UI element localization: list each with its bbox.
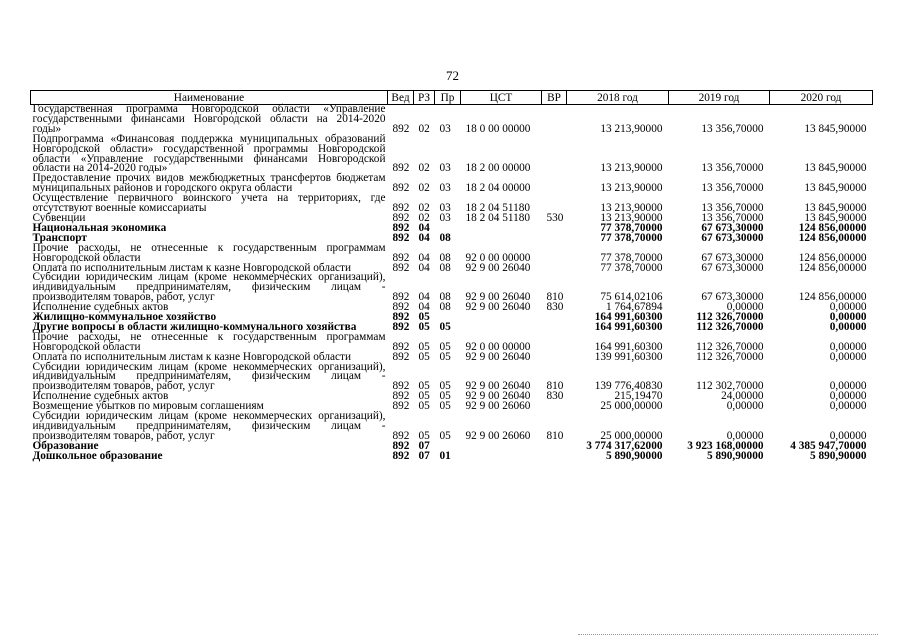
row-2019: 13 356,70000 (701, 122, 764, 135)
row-ved: 892 (392, 429, 410, 442)
row-name: Прочие расходы, не отнесенные к государственным программам Новгородской области (32, 330, 386, 353)
row-cst: 92 9 00 26040 (465, 380, 531, 393)
row-cst: 18 2 04 51180 (465, 211, 531, 224)
row-2020: 0,00000 (829, 350, 867, 363)
row-vr (542, 224, 567, 234)
row-2020: 0,00000 (829, 429, 867, 442)
row-2020: 13 845,90000 (804, 182, 867, 195)
row-name: Субсидии юридическим лицам (кроме некоммерческих организаций), индивидуальным предпринимателям, физическим лицам - производителям товаров, работ, услуг (32, 271, 386, 304)
row-pr: 05 (439, 400, 451, 413)
row-2018: 139 991,60300 (594, 350, 663, 363)
row-cst: 92 9 00 26040 (465, 390, 531, 403)
row-rz: 05 (418, 350, 430, 363)
row-2019: 13 356,70000 (701, 162, 764, 175)
row-name: Подпрограмма «Финансовая поддержка муниципальных образований Новгородской области» государственной программы Новгородской области «Управление государственными финансами Новгородской области на 2014-2020 годы» (32, 132, 386, 175)
row-pr: 03 (439, 211, 451, 224)
row-pr: 05 (439, 380, 451, 393)
row-rz: 05 (418, 320, 430, 333)
row-rz: 04 (418, 261, 430, 274)
row-rz: 07 (418, 449, 430, 462)
header-2019: 2019 год (669, 91, 770, 105)
table-row (31, 452, 873, 462)
row-cst (461, 442, 542, 452)
table-row (31, 412, 873, 442)
row-ved: 892 (392, 340, 410, 353)
row-name: Транспорт (32, 231, 87, 244)
table-body (31, 105, 873, 462)
row-vr (542, 234, 567, 244)
row-vr: 830 (546, 301, 564, 314)
row-vr (542, 323, 567, 333)
row-name: Национальная экономика (32, 221, 167, 234)
row-2019: 0,00000 (726, 301, 764, 314)
row-vr (542, 353, 567, 363)
row-ved: 892 (392, 202, 410, 215)
row-vr (542, 244, 567, 264)
row-name: Исполнение судебных актов (32, 301, 169, 314)
row-2018: 1 764,67894 (606, 301, 663, 314)
header-2018: 2018 год (567, 91, 669, 105)
row-2018: 215,19470 (614, 390, 663, 403)
header-rz: РЗ (414, 91, 435, 105)
row-ved: 892 (392, 439, 410, 452)
row-cst: 92 0 00 00000 (465, 340, 531, 353)
row-name: Оплата по исполнительным листам к казне Новгородской области (32, 261, 351, 274)
row-vr (542, 264, 567, 274)
row-cst: 92 9 00 26040 (465, 291, 531, 304)
row-cst: 92 9 00 26060 (465, 400, 531, 413)
row-cst (461, 224, 542, 234)
row-2020: 4 385 947,70000 (790, 439, 867, 452)
row-cst: 18 2 04 00000 (465, 182, 531, 195)
row-2018: 75 614,02106 (600, 291, 663, 304)
row-vr (542, 194, 567, 214)
row-2019: 0,00000 (726, 400, 764, 413)
row-ved: 892 (392, 162, 410, 175)
row-2020: 0,00000 (829, 380, 867, 393)
row-2018: 13 213,90000 (600, 211, 663, 224)
row-2019: 13 356,70000 (701, 211, 764, 224)
row-name: Дошкольное образование (32, 449, 163, 462)
row-2020: 124 856,00000 (798, 221, 867, 234)
row-vr: 810 (546, 429, 564, 442)
row-ved: 892 (392, 211, 410, 224)
row-pr: 03 (439, 162, 451, 175)
row-ved: 892 (392, 261, 410, 274)
row-vr (542, 333, 567, 353)
row-cst: 92 9 00 26040 (465, 301, 531, 314)
row-2019: 112 302,70000 (696, 380, 764, 393)
row-name: Осуществление первичного воинского учета на территориях, где отсутствуют военные комиссариаты (32, 192, 386, 215)
row-pr: 08 (439, 251, 451, 264)
row-vr (542, 442, 567, 452)
row-ved: 892 (392, 320, 410, 333)
row-name: Субсидии юридическим лицам (кроме некоммерческих организаций), индивидуальным предпринимателям, физическим лицам - производителям товаров, работ, услуг (32, 360, 386, 393)
row-name: Возмещение убытков по мировым соглашениям (32, 400, 264, 413)
table-row (31, 333, 873, 353)
row-cst: 92 0 00 00000 (465, 251, 531, 264)
row-2018: 25 000,00000 (600, 400, 663, 413)
row-2019: 112 326,70000 (696, 311, 764, 324)
row-vr (542, 174, 567, 194)
row-cst (461, 234, 542, 244)
row-ved: 892 (392, 122, 410, 135)
row-name: Субвенции (32, 211, 86, 224)
page-number: 72 (446, 68, 459, 83)
row-vr: 530 (546, 211, 564, 224)
row-rz: 04 (418, 291, 430, 304)
row-pr: 05 (439, 340, 451, 353)
row-2019: 112 326,70000 (696, 340, 764, 353)
row-ved: 892 (392, 380, 410, 393)
row-vr (542, 135, 567, 175)
row-ved: 892 (392, 251, 410, 264)
row-2020: 124 856,00000 (798, 251, 867, 264)
row-name: Государственная программа Новгородской области «Управление государственными финансами Новгородской области на 2014-2020 годы» (32, 103, 386, 135)
row-pr: 03 (439, 122, 451, 135)
row-name: Исполнение судебных актов (32, 390, 169, 403)
row-name: Оплата по исполнительным листам к казне Новгородской области (32, 350, 351, 363)
row-cst (461, 313, 542, 323)
row-2019: 67 673,30000 (701, 221, 764, 234)
row-2018: 13 213,90000 (600, 202, 663, 215)
row-2018: 164 991,60300 (594, 320, 663, 333)
row-cst: 18 0 00 00000 (465, 122, 531, 135)
row-2018: 25 000,00000 (600, 429, 663, 442)
row-2019: 112 326,70000 (696, 320, 764, 333)
row-vr (542, 313, 567, 323)
row-name: Жилищно-коммунальное хозяйство (32, 311, 217, 324)
row-pr: 01 (439, 449, 451, 462)
row-vr: 830 (546, 390, 564, 403)
row-2020: 124 856,00000 (798, 261, 867, 274)
row-2018: 13 213,90000 (600, 122, 663, 135)
table-row (31, 105, 873, 135)
row-2019: 0,00000 (726, 429, 764, 442)
row-2019: 13 356,70000 (701, 182, 764, 195)
budget-table (30, 90, 873, 462)
row-2020: 124 856,00000 (798, 231, 867, 244)
row-name: Прочие расходы, не отнесенные к государственным программам Новгородской области (32, 241, 386, 264)
row-2018: 77 378,70000 (600, 221, 663, 234)
row-pr: 05 (439, 429, 451, 442)
row-2020: 0,00000 (829, 311, 867, 324)
row-rz: 02 (418, 202, 430, 215)
row-2018: 3 774 317,62000 (586, 439, 663, 452)
row-2019: 24,00000 (721, 390, 764, 403)
row-2019: 67 673,30000 (701, 231, 764, 244)
row-2020: 5 890,90000 (810, 449, 867, 462)
row-2019: 5 890,90000 (707, 449, 764, 462)
row-rz: 05 (418, 390, 430, 403)
row-2020: 0,00000 (829, 400, 867, 413)
header-2020: 2020 год (770, 91, 873, 105)
header-vr: ВР (542, 91, 567, 105)
table-row (31, 135, 873, 175)
row-rz: 05 (418, 429, 430, 442)
row-2019: 67 673,30000 (701, 251, 764, 264)
row-2018: 5 890,90000 (606, 449, 663, 462)
scan-artifact (578, 634, 878, 638)
row-2020: 13 845,90000 (804, 162, 867, 175)
row-2020: 13 845,90000 (804, 202, 867, 215)
row-ved: 892 (392, 449, 410, 462)
row-2020: 0,00000 (829, 390, 867, 403)
row-pr: 08 (439, 231, 451, 244)
row-rz: 05 (418, 340, 430, 353)
row-rz: 04 (418, 301, 430, 314)
row-vr (542, 105, 567, 135)
row-cst (461, 323, 542, 333)
row-2018: 139 776,40830 (594, 380, 663, 393)
row-2019: 67 673,30000 (701, 261, 764, 274)
row-vr: 810 (546, 291, 564, 304)
row-2020: 0,00000 (829, 340, 867, 353)
row-ved: 892 (392, 231, 410, 244)
row-rz: 02 (418, 122, 430, 135)
row-pr: 05 (439, 350, 451, 363)
table-row (31, 273, 873, 303)
table-row (31, 194, 873, 214)
row-rz: 04 (418, 231, 430, 244)
row-2020: 0,00000 (829, 320, 867, 333)
row-ved: 892 (392, 350, 410, 363)
row-cst: 92 9 00 26040 (465, 261, 531, 274)
row-name: Образование (32, 439, 99, 452)
table-row (31, 244, 873, 264)
row-rz: 07 (418, 439, 430, 452)
row-rz: 05 (418, 380, 430, 393)
row-2019: 67 673,30000 (701, 291, 764, 304)
row-cst: 18 2 04 51180 (465, 202, 531, 215)
header-name: Наименование (31, 91, 388, 105)
row-2020: 13 845,90000 (804, 122, 867, 135)
row-rz: 02 (418, 182, 430, 195)
row-rz: 05 (418, 311, 430, 324)
row-vr (542, 452, 567, 462)
row-pr: 08 (439, 261, 451, 274)
row-ved: 892 (392, 291, 410, 304)
table-row (31, 363, 873, 393)
row-2019: 112 326,70000 (696, 350, 764, 363)
row-cst: 92 9 00 26060 (465, 429, 531, 442)
row-2020: 124 856,00000 (798, 291, 867, 304)
row-rz: 05 (418, 400, 430, 413)
row-2018: 164 991,60300 (594, 311, 663, 324)
row-2020: 13 845,90000 (804, 211, 867, 224)
row-pr: 05 (439, 320, 451, 333)
row-pr: 05 (439, 390, 451, 403)
row-2020: 0,00000 (829, 301, 867, 314)
row-ved: 892 (392, 400, 410, 413)
row-pr: 03 (439, 202, 451, 215)
row-vr: 810 (546, 380, 564, 393)
row-cst: 18 2 00 00000 (465, 162, 531, 175)
row-name: Другие вопросы в области жилищно-коммунального хозяйства (32, 320, 357, 333)
row-vr (542, 402, 567, 412)
row-cst: 92 9 00 26040 (465, 350, 531, 363)
row-ved: 892 (392, 301, 410, 314)
row-pr: 08 (439, 291, 451, 304)
row-cst (461, 452, 542, 462)
row-rz: 04 (418, 251, 430, 264)
row-name: Предоставление прочих видов межбюджетных трансфертов бюджетам муниципальных районов и городского округа области (32, 172, 386, 195)
row-name: Субсидии юридическим лицам (кроме некоммерческих организаций), индивидуальным предпринимателям, физическим лицам - производителям товаров, работ, услуг (32, 410, 386, 442)
row-rz: 02 (418, 162, 430, 175)
row-2018: 77 378,70000 (600, 261, 663, 274)
row-2018: 13 213,90000 (600, 182, 663, 195)
header-pr: Пр (435, 91, 461, 105)
row-rz: 04 (418, 221, 430, 234)
row-ved: 892 (392, 221, 410, 234)
header-cst: ЦСТ (461, 91, 542, 105)
row-2018: 164 991,60300 (594, 340, 663, 353)
row-2018: 77 378,70000 (600, 231, 663, 244)
row-pr: 08 (439, 301, 451, 314)
row-2019: 13 356,70000 (701, 202, 764, 215)
row-pr: 03 (439, 182, 451, 195)
row-2019: 3 923 168,00000 (687, 439, 764, 452)
header-ved: Вед (388, 91, 414, 105)
row-rz: 02 (418, 211, 430, 224)
row-ved: 892 (392, 390, 410, 403)
row-2018: 13 213,90000 (600, 162, 663, 175)
row-ved: 892 (392, 182, 410, 195)
row-ved: 892 (392, 311, 410, 324)
row-2018: 77 378,70000 (600, 251, 663, 264)
